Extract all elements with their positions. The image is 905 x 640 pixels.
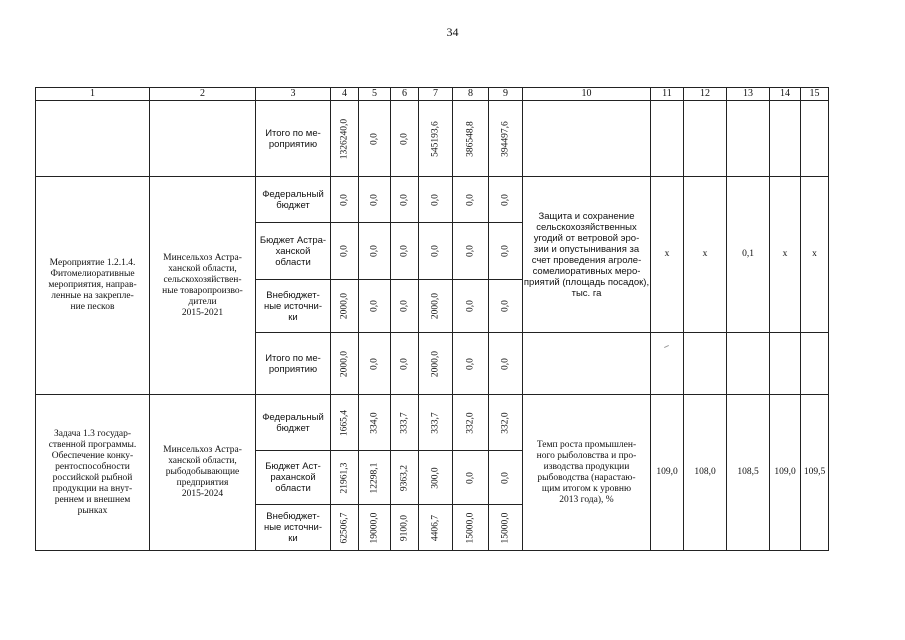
value-cell: 0,0 — [453, 177, 489, 223]
table-row — [36, 395, 829, 451]
value-cell: 0,0 — [391, 177, 419, 223]
value-cell: 21961,3 — [331, 451, 359, 505]
header-cell: 14 — [770, 88, 801, 101]
funding-source: Итого по ме- роприятию — [256, 101, 331, 177]
event-name: Задача 1.3 государ- ственной программы. Обеспечение конку- рентоспособности российской рыбной продукции на внут- реннем и внешнем рынках — [36, 395, 150, 551]
value-cell: 332,0 — [453, 395, 489, 451]
empty-cell — [651, 333, 684, 395]
indicator-value: 108,0 — [684, 395, 727, 551]
value-cell: 0,0 — [489, 451, 523, 505]
value-cell: 0,0 — [359, 333, 391, 395]
funding-source: Федеральный бюджет — [256, 177, 331, 223]
header-cell: 8 — [453, 88, 489, 101]
header-cell: 13 — [727, 88, 770, 101]
header-cell: 2 — [150, 88, 256, 101]
value-cell: 15000,0 — [453, 505, 489, 551]
funding-source: Внебюджет- ные источни- ки — [256, 505, 331, 551]
header-cell: 3 — [256, 88, 331, 101]
value-cell: 9100,0 — [391, 505, 419, 551]
value-cell: 0,0 — [359, 101, 391, 177]
header-cell: 6 — [391, 88, 419, 101]
header-cell: 15 — [801, 88, 829, 101]
value-cell: 0,0 — [359, 280, 391, 333]
funding-source: Бюджет Астра- ханской области — [256, 223, 331, 280]
empty-cell — [523, 101, 651, 177]
value-cell: 2000,0 — [331, 333, 359, 395]
header-row — [36, 88, 829, 101]
value-cell: 0,0 — [489, 223, 523, 280]
empty-cell — [36, 101, 150, 177]
value-cell: 0,0 — [453, 223, 489, 280]
value-cell: 2000,0 — [331, 280, 359, 333]
value-cell: 2000,0 — [419, 280, 453, 333]
empty-cell — [727, 101, 770, 177]
value-cell: 394497,6 — [489, 101, 523, 177]
header-cell: 4 — [331, 88, 359, 101]
indicator-value: 109,5 — [801, 395, 829, 551]
value-cell: 0,0 — [453, 280, 489, 333]
budget-table — [35, 87, 829, 551]
empty-cell — [801, 101, 829, 177]
value-cell: 0,0 — [453, 333, 489, 395]
indicator-value: 109,0 — [770, 395, 801, 551]
value-cell: 0,0 — [331, 177, 359, 223]
empty-cell — [150, 101, 256, 177]
indicator-value: 0,1 — [727, 177, 770, 333]
value-cell: 0,0 — [359, 223, 391, 280]
value-cell: 0,0 — [391, 280, 419, 333]
executor: Минсельхоз Астра- ханской области, сельскохозяйствен- ные товаропроизво- дители 2015-2021 — [150, 177, 256, 395]
value-cell: 9363,2 — [391, 451, 419, 505]
indicator-value: х — [801, 177, 829, 333]
header-cell: 11 — [651, 88, 684, 101]
value-cell: 15000,0 — [489, 505, 523, 551]
value-cell: 0,0 — [489, 280, 523, 333]
value-cell: 62506,7 — [331, 505, 359, 551]
indicator-text: Защита и сохранение сельскохозяйственных угодий от ветровой эро- зии и опустынивания за счет проведения агроле- сомелиоративных меро- приятий (площадь посадок), тыс. га — [523, 177, 651, 333]
value-cell: 333,7 — [419, 395, 453, 451]
funding-source: Федеральный бюджет — [256, 395, 331, 451]
value-cell: 1326240,0 — [331, 101, 359, 177]
value-cell: 4406,7 — [419, 505, 453, 551]
value-cell: 0,0 — [391, 333, 419, 395]
value-cell: 0,0 — [331, 223, 359, 280]
indicator-text: Темп роста промышлен- ного рыболовства и про- изводства продукции рыбоводства (нарастаю- щим итогом к уровню 2013 года), % — [523, 395, 651, 551]
indicator-value: х — [684, 177, 727, 333]
value-cell: 0,0 — [391, 101, 419, 177]
empty-cell — [727, 333, 770, 395]
event-name: Мероприятие 1.2.1.4. Фитомелиоративные мероприятия, направ- ленные на закрепле- ние песков — [36, 177, 150, 395]
value-cell: 334,0 — [359, 395, 391, 451]
indicator-value: 109,0 — [651, 395, 684, 551]
funding-source: Итого по ме- роприятию — [256, 333, 331, 395]
table-row — [36, 177, 829, 223]
value-cell: 0,0 — [453, 451, 489, 505]
empty-cell — [684, 333, 727, 395]
table-row — [36, 101, 829, 177]
value-cell: 300,0 — [419, 451, 453, 505]
value-cell: 332,0 — [489, 395, 523, 451]
header-cell: 9 — [489, 88, 523, 101]
empty-cell — [523, 333, 651, 395]
value-cell: 0,0 — [489, 333, 523, 395]
indicator-value: х — [770, 177, 801, 333]
value-cell: 545193,6 — [419, 101, 453, 177]
header-cell: 12 — [684, 88, 727, 101]
value-cell: 0,0 — [419, 223, 453, 280]
header-cell: 7 — [419, 88, 453, 101]
value-cell: 333,7 — [391, 395, 419, 451]
value-cell: 0,0 — [391, 223, 419, 280]
value-cell: 0,0 — [419, 177, 453, 223]
funding-source: Бюджет Аст- раханской области — [256, 451, 331, 505]
value-cell: 0,0 — [489, 177, 523, 223]
value-cell: 2000,0 — [419, 333, 453, 395]
empty-cell — [651, 101, 684, 177]
header-cell: 10 — [523, 88, 651, 101]
value-cell: 1665,4 — [331, 395, 359, 451]
empty-cell — [770, 333, 801, 395]
value-cell: 0,0 — [359, 177, 391, 223]
indicator-value: 108,5 — [727, 395, 770, 551]
header-cell: 5 — [359, 88, 391, 101]
empty-cell — [801, 333, 829, 395]
funding-source: Внебюджет- ные источни- ки — [256, 280, 331, 333]
executor: Минсельхоз Астра- ханской области, рыбодобывающие предприятия 2015-2024 — [150, 395, 256, 551]
page-number: 34 — [446, 25, 459, 39]
value-cell: 12298,1 — [359, 451, 391, 505]
value-cell: 19000,0 — [359, 505, 391, 551]
indicator-value: х — [651, 177, 684, 333]
empty-cell — [770, 101, 801, 177]
header-cell: 1 — [36, 88, 150, 101]
empty-cell — [684, 101, 727, 177]
value-cell: 386548,8 — [453, 101, 489, 177]
